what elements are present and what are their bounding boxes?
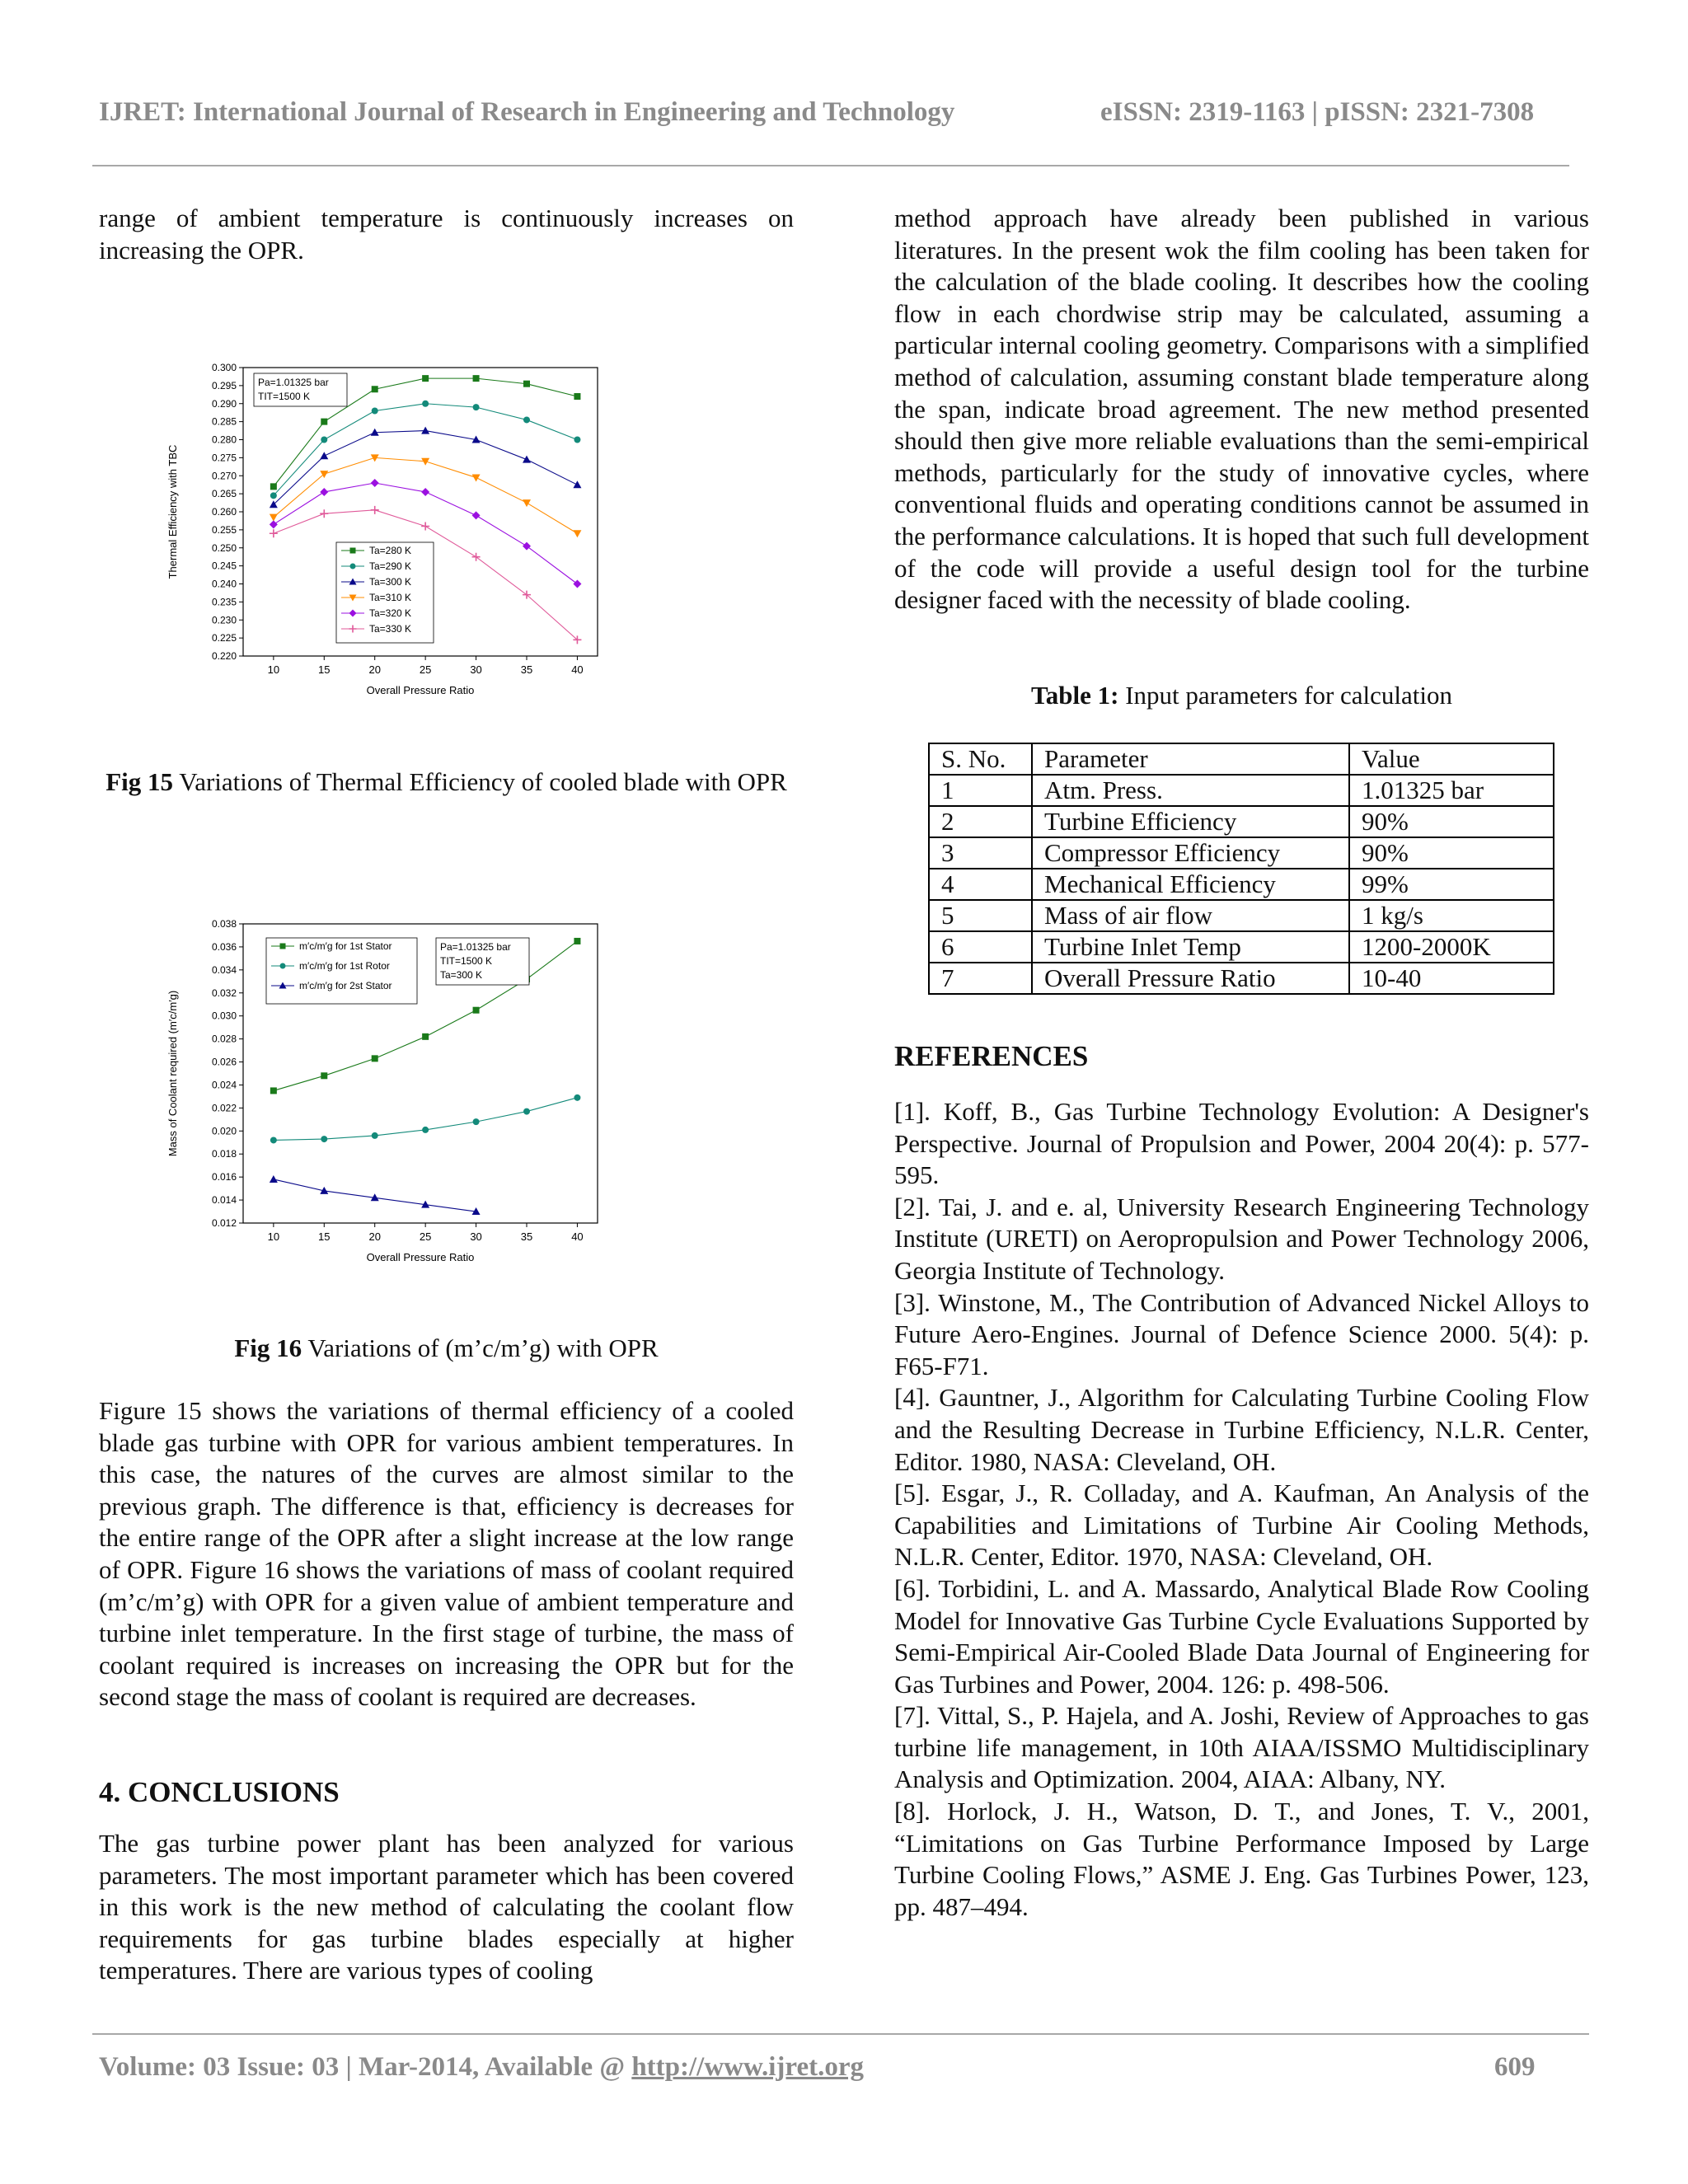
reference-item: [3]. Winstone, M., The Contribution of Advanced Nickel Alloys to Future Aero-Engines. Journal of Defence Science 2000. 5(4): p. F65-F71. [894,1287,1589,1380]
y-tick-label: 0.285 [211,415,237,428]
footer-volume [99,2052,864,2083]
table-cell: 1.01325 bar [1349,775,1554,806]
data-point [523,416,530,423]
table-cell: 10-40 [1349,963,1554,994]
y-tick-label: 0.038 [211,918,237,930]
data-point [574,938,580,944]
data-point [372,408,378,415]
x-axis-label: Overall Pressure Ratio [366,1251,475,1263]
data-point [574,437,580,443]
data-point [270,492,277,499]
table-header-row [929,743,1554,775]
series-line [274,404,578,496]
fig16-label: Fig 16 [234,1333,302,1362]
right-paragraph [894,203,1589,616]
data-point [270,1137,277,1143]
data-point [320,452,328,459]
data-point [422,1127,429,1133]
journal-link[interactable]: http://www.ijret.org [631,2052,864,2082]
annotation-text: Pa=1.01325 bar [258,377,329,388]
y-tick-label: 0.018 [211,1148,237,1160]
x-tick-label: 25 [419,1230,432,1243]
legend-label: Ta=280 K [369,545,412,556]
y-tick-label: 0.265 [211,488,237,500]
data-point [473,1118,480,1125]
y-tick-label: 0.260 [211,506,237,518]
conclusions-heading: 4. CONCLUSIONS [99,1776,340,1808]
fig15-text: Variations of Thermal Efficiency of cooled blade with OPR [173,767,787,796]
legend-label: m′c/m′g for 2st Stator [299,980,392,991]
data-point [321,419,327,425]
data-point [422,1033,429,1040]
data-point [371,479,379,487]
data-point [523,499,531,507]
data-point [372,386,378,392]
y-tick-label: 0.016 [211,1171,237,1183]
left-intro [99,203,794,266]
table-caption [894,680,1589,712]
header-cell: Value [1349,743,1554,775]
data-point [523,381,530,387]
y-tick-label: 0.275 [211,452,237,464]
table-cell: Compressor Efficiency [1032,837,1349,869]
y-tick-label: 0.028 [211,1033,237,1045]
table-cell: 1 [929,775,1032,806]
page-number: 609 [1494,2052,1536,2082]
intro-text: range of ambient temperature is continuously increases on increasing the OPR. [99,204,794,265]
data-point [523,542,531,551]
table-cell: 6 [929,931,1032,963]
reference-item: [1]. Koff, B., Gas Turbine Technology Evolution: A Designer's Perspective. Journal of Propulsion and Power, 2004 20(4): p. 577-595. [894,1097,1589,1190]
figure-discussion: Figure 15 shows the variations of thermal efficiency of a cooled blade gas turbine with OPR for various ambient temperatures. In this case, the natures of the curves are almost similar to the previous graph. The difference is that, efficiency is decreases for the entire range of the OPR after a slight increase at the low range of OPR. Figure 16 shows the variations of mass of coolant required (m’c/m’g) with OPR for a given value of ambient temperature and turbine inlet temperature. In the first stage of turbine, the mass of coolant required is increases on increasing the OPR but for the second stage the mass of coolant is required are decreases. [99,1396,794,1712]
header-cell: S. No. [929,743,1032,775]
reference-item: [6]. Torbidini, L. and A. Massardo, Analytical Blade Row Cooling Model for Innovative Gas Turbine Cycle Evaluations Supported by Semi-Empirical Air-Cooled Blade Data Journal of Engineering for Gas Turbines and Power, 2004. 126: p. 498-506. [894,1573,1589,1699]
table-label: Table 1: [1030,681,1119,710]
data-point [523,1108,530,1115]
y-tick-label: 0.024 [211,1079,237,1091]
legend-marker [350,548,356,554]
issn-header: eISSN: 2319-1163 | pISSN: 2321-7308 [1100,97,1535,127]
data-point [473,375,480,382]
table-row [929,869,1554,900]
y-axis-label: Thermal Efficiency with TBC [166,444,179,579]
x-tick-label: 40 [571,1230,584,1243]
x-tick-label: 20 [368,663,381,676]
table-row [929,900,1554,931]
data-point [321,1136,327,1142]
legend-label: Ta=310 K [369,592,412,603]
data-point [472,553,481,561]
data-point [573,530,581,537]
legend-label: m′c/m′g for 1st Rotor [299,960,390,972]
data-point [270,1087,277,1094]
footer-volume-text: Volume: 03 Issue: 03 | Mar-2014, Available @ [99,2052,632,2082]
table-row [929,931,1554,963]
x-tick-label: 20 [368,1230,381,1243]
table-cell: 4 [929,869,1032,900]
x-tick-label: 35 [520,663,533,676]
x-tick-label: 10 [267,663,280,676]
data-point [270,520,278,528]
journal-header: IJRET: International Journal of Research in Engineering and Technology [99,97,955,127]
references-heading: REFERENCES [894,1040,1089,1072]
table-caption-text: Input parameters for calculation [1118,681,1453,710]
y-tick-label: 0.270 [211,470,237,482]
data-point [523,456,531,463]
y-tick-label: 0.250 [211,541,237,554]
data-point [473,404,480,410]
legend-label: Ta=290 K [369,560,412,572]
references-list [894,1096,1589,1923]
table-cell: 2 [929,806,1032,837]
x-tick-label: 25 [419,663,432,676]
x-tick-label: 40 [571,663,584,676]
table-cell: 90% [1349,837,1554,869]
annotation-text: Ta=300 K [440,969,483,981]
fig16-text: Variations of (m’c/m’g) with OPR [302,1333,659,1362]
legend-marker [280,963,286,969]
data-point [372,1132,378,1139]
data-point [422,375,429,382]
data-point [371,506,379,514]
table-row [929,806,1554,837]
table-cell: 99% [1349,869,1554,900]
method-text: method approach have already been published in various literatures. In the present wok the film cooling has been taken for the calculation of the blade cooling. It describes how the cooling flow in each chordwise strip may be calculated, assuming a particular internal cooling geometry. Comparisons with a simplified method of calculation, assuming constant blade temperature along the span, indicate broad agreement. The new method presented should then give more reliable evaluations than the semi-empirical methods, particularly for the study of innovative cycles, where conventional fluids and operating conditions cannot be assumed in the performance calculations. It is hoped that such full development of the code will provide a useful design tool for the turbine designer faced with the necessity of blade cooling. [894,204,1589,615]
y-tick-label: 0.026 [211,1056,237,1068]
y-tick-label: 0.235 [211,596,237,608]
table-cell: Atm. Press. [1032,775,1349,806]
header-cell: Parameter [1032,743,1349,775]
table-cell: Mass of air flow [1032,900,1349,931]
table-cell: 5 [929,900,1032,931]
conclusions-text: The gas turbine power plant has been analyzed for various parameters. The most important parameter which has been covered in this work is the new method of calculating the coolant flow requirements for gas turbine blades especially at higher temperatures. There are various types of cooling [99,1829,794,1985]
y-tick-label: 0.255 [211,523,237,536]
fig15-caption [99,766,794,799]
table-cell: Mechanical Efficiency [1032,869,1349,900]
y-tick-label: 0.295 [211,379,237,391]
fig15-label: Fig 15 [106,767,174,796]
data-point [421,458,429,466]
data-point [472,474,481,481]
x-tick-label: 30 [470,663,482,676]
x-tick-label: 30 [470,1230,482,1243]
annotation-text: Pa=1.01325 bar [440,941,511,953]
x-tick-label: 35 [520,1230,533,1243]
conclusions-body [99,1828,794,1987]
data-point [321,1072,327,1079]
data-point [574,1094,580,1101]
data-point [270,483,277,490]
data-point [421,427,429,434]
y-axis-label: Mass of Coolant required (m′c/m′g) [166,990,179,1157]
reference-item: [2]. Tai, J. and e. al, University Research Engineering Technology Institute (URETI) on Aeropropulsion and Power Technology 2006, Georgia Institute of Technology. [894,1192,1589,1285]
legend-label: Ta=300 K [369,576,412,588]
y-tick-label: 0.240 [211,578,237,590]
table-row [929,963,1554,994]
y-tick-label: 0.012 [211,1217,237,1229]
y-tick-label: 0.036 [211,940,237,953]
table-cell: Overall Pressure Ratio [1032,963,1349,994]
annotation-text: TIT=1500 K [440,955,493,967]
reference-item: [4]. Gauntner, J., Algorithm for Calculating Turbine Cooling Flow and the Resulting Decrease in Turbine Efficiency, N.L.R. Center, Editor. 1980, NASA: Cleveland, OH. [894,1383,1589,1476]
table-cell: 1200-2000K [1349,931,1554,963]
data-point [421,488,429,496]
data-point [573,580,581,588]
data-point [320,509,328,518]
y-tick-label: 0.032 [211,987,237,999]
y-tick-label: 0.022 [211,1102,237,1114]
y-tick-label: 0.245 [211,560,237,572]
table-cell: Turbine Efficiency [1032,806,1349,837]
y-tick-label: 0.280 [211,434,237,446]
y-tick-label: 0.220 [211,650,237,662]
reference-item: [8]. Horlock, J. H., Watson, D. T., and Jones, T. V., 2001, “Limitations on Gas Turbine Performance Imposed by Large Turbine Cooling Flows,” ASME J. Eng. Gas Turbines Power, 123, pp. 487–494. [894,1797,1589,1921]
left-paragraph [99,1395,794,1713]
legend-marker [280,944,286,949]
data-point [372,1055,378,1062]
reference-item: [5]. Esgar, J., R. Colladay, and A. Kaufman, An Analysis of the Capabilities and Limitations of Turbine Air Cooling Methods, N.L.R. Center, Editor. 1970, NASA: Cleveland, OH. [894,1479,1589,1572]
table-cell: 1 kg/s [1349,900,1554,931]
data-point [473,1007,480,1014]
x-axis-label: Overall Pressure Ratio [366,684,475,696]
y-tick-label: 0.290 [211,397,237,410]
reference-item: [7]. Vittal, S., P. Hajela, and A. Joshi, Review of Approaches to gas turbine life management, in 10th AIAA/ISSMO Multidisciplinary Analysis and Optimization. 2004, AIAA: Albany, NY. [894,1701,1589,1794]
legend-marker [350,564,356,569]
annotation-text: TIT=1500 K [258,391,311,402]
y-tick-label: 0.034 [211,963,237,976]
y-tick-label: 0.300 [211,362,237,373]
x-tick-label: 15 [318,663,331,676]
header-rule [92,165,1569,166]
y-tick-label: 0.030 [211,1010,237,1022]
fig15-chart [157,354,717,709]
x-tick-label: 10 [267,1230,280,1243]
data-point [573,480,581,488]
parameters-table [928,743,1554,995]
table-cell: 7 [929,963,1032,994]
y-tick-label: 0.020 [211,1125,237,1137]
table-row [929,775,1554,806]
table-cell: Turbine Inlet Temp [1032,931,1349,963]
y-tick-label: 0.014 [211,1194,237,1207]
data-point [422,401,429,407]
data-point [321,437,327,443]
legend-label: Ta=330 K [369,623,412,635]
x-tick-label: 15 [318,1230,331,1243]
footer-rule [92,2033,1589,2035]
table-cell: 90% [1349,806,1554,837]
data-point [574,393,580,400]
table-cell: 3 [929,837,1032,869]
data-point [270,514,278,522]
y-tick-label: 0.225 [211,632,237,644]
fig16-caption [99,1333,794,1365]
data-point [472,511,481,519]
y-tick-label: 0.230 [211,614,237,626]
fig16-chart [157,911,717,1277]
data-point [270,529,278,537]
data-point [320,488,328,496]
series-line [274,1098,578,1141]
table-row [929,837,1554,869]
data-point [421,523,429,531]
data-point [270,1175,278,1183]
legend-label: m′c/m′g for 1st Stator [299,940,392,952]
legend-label: Ta=320 K [369,607,412,619]
